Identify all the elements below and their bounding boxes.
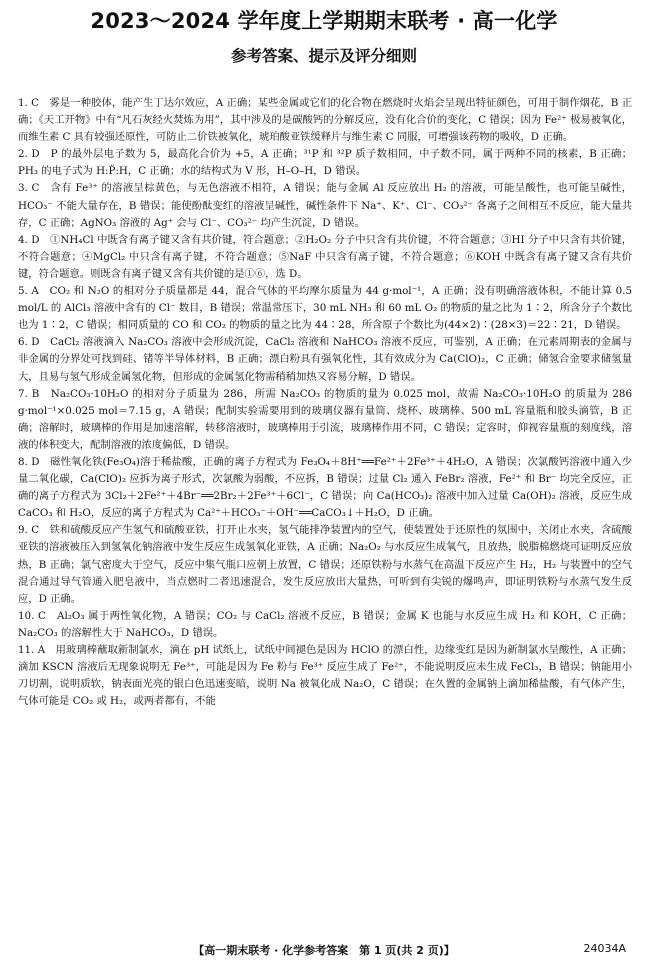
answer-item-1: 1. C 雾是一种胶体，能产生丁达尔效应，A 正确；某些金属或它们的化合物在燃烧时火焰会呈现出特征颜色，可用于制作烟花，B 正确；《天工开物》中有“凡石灰经火焚炼为用”，其中涉及的是碳酸钙的分解反应，没有化合价的变化，C 错误；因为 Fe²⁺ 极易被氧化，而维生素 C 具有较强还原性，可防止二价铁被氧化，琥珀酸亚铁缓释片与维生素 C 同服，可增强该药物的吸收，D 正确。 (18, 97, 632, 144)
answer-item-8: 8. D 磁性氧化铁(Fe₃O₄)溶于稀盐酸，正确的离子方程式为 Fe₃O₄＋8H⁺══Fe²⁺＋2Fe³⁺＋4H₂O，A 错误；次氯酸钙溶液中通入少量二氧化碳，Ca(ClO)₂ 应拆为离子形式，次氯酸为弱酸，不应拆，B 错误；过量 Cl₂ 通入 FeBr₂ 溶液，Fe²⁺ 和 Br⁻ 均完全反应，正确的离子方程式为 3Cl₂＋2Fe²⁺＋4Br⁻══2Br₂＋2Fe³⁺＋6Cl⁻，C 错误；向 Ca(HCO₃)₂ 溶液中加入过量 Ca(OH)₂ 溶液，反应生成 CaCO₃ 和 H₂O，反应的离子方程式为 Ca²⁺＋HCO₃⁻＋OH⁻══CaCO₃↓＋H₂O，D 正确。 (18, 455, 632, 520)
answer-item-10: 10. C Al₂O₃ 属于两性氧化物，A 错误；CO₂ 与 CaCl₂ 溶液不反应，B 错误；金属 K 也能与水反应生成 H₂ 和 KOH，C 正确；Na₂CO₃ 的溶解性大于 NaHCO₃，D 错误。 (18, 609, 632, 639)
answer-item-5: 5. A CO₂ 和 N₂O 的相对分子质量都是 44，混合气体的平均摩尔质量为 44 g·mol⁻¹，A 正确；没有明确溶液体积，不能计算 0.5 mol/L 的 AlCl₃ 溶液中含有的 Cl⁻ 数目，B 错误；常温常压下，30 mL NH₃ 和 60 mL O₂ 的物质的量之比为 1∶2，所含分子个数比也为 1∶2，C 错误；相同质量的 CO 和 CO₂ 的物质的量之比为 44∶28，所含原子个数比为(44×2)∶(28×3)＝22∶21，D 错误。 (18, 285, 632, 332)
answer-list (18, 95, 632, 710)
document-code: 24034A (583, 942, 626, 955)
page-subtitle: 参考答案、提示及评分细则 (230, 47, 417, 65)
answer-item-3: 3. C 含有 Fe³⁺ 的溶液呈棕黄色，与无色溶液不相符，A 错误；能与金属 Al 反应放出 H₂ 的溶液，可能呈酸性，也可能呈碱性，HCO₃⁻ 不能大量存在，B 错误；能使酚酞变红的溶液呈碱性，碱性条件下 Na⁺、K⁺、Cl⁻、CO₃²⁻ 各离子之间相互不反应，能大量共存，C 正确；AgNO₃ 溶液的 Ag⁺ 会与 Cl⁻、CO₃²⁻ 均产生沉淀，D 错误。 (18, 182, 632, 229)
page-title: 2023～2024 学年度上学期期末联考 · 高一化学 (90, 9, 558, 33)
answer-item-9: 9. C 铁和硫酸反应产生氢气和硫酸亚铁，打开止水夹，氢气能排净装置内的空气，使装置处于还原性的氛围中，关闭止水夹，含硫酸亚铁的溶液被压入到氢氧化钠溶液中发生反应生成氢氧化亚铁，A 正确；Na₂O₂ 与水反应生成氧气，且放热，脱脂棉燃烧可证明反应放热，B 正确；氯气密度大于空气，反应中集气瓶口应朝上放置，C 错误；还原铁粉与水蒸气在高温下反应产生 H₂，H₂ 与装置中的空气混合通过导气管通入肥皂液中，当点燃时二者迅速混合，发生反应放出大量热，可听到有尖锐的爆鸣声，即证明铁粉与水蒸气发生反应，D 正确。 (18, 524, 632, 605)
answer-item-6: 6. D CaCl₂ 溶液滴入 Na₂CO₃ 溶液中会形成沉淀，CaCl₂ 溶液和 NaHCO₃ 溶液不反应，可鉴别，A 正确；在元素周期表的金属与非金属的分界处可找到硅、锗等半导体材料，B 正确；漂白粉具有强氧化性，其有效成分为 Ca(ClO)₂，C 正确；储氢合金要求储氢量大，且易与氢气形成金属氢化物，但形成的金属氢化物需稍稍加热又容易分解，D 错误。 (18, 336, 632, 383)
answer-item-7: 7. B Na₂CO₃·10H₂O 的相对分子质量为 286，所需 Na₂CO₃ 的物质的量为 0.025 mol，故需 Na₂CO₃·10H₂O 的质量为 286 g·mol⁻¹×0.025 mol＝7.15 g，A 错误；配制实验需要用到的玻璃仪器有量筒、烧杯、玻璃棒、500 mL 容量瓶和胶头滴管，B 正确；溶解时，玻璃棒的作用是加速溶解，转移溶液时，玻璃棒用于引流，玻璃棒作用不同，C 错误；定容时，仰视容量瓶的刻度线，溶液的体积变大，配制溶液的浓度偏低，D 错误。 (18, 387, 632, 451)
answer-item-2: 2. D P 的最外层电子数为 5，最高化合价为 +5，A 正确；³¹P 和 ³²P 质子数相同，中子数不同，属于两种不同的核素，B 正确；PH₃ 的电子式为 H:P̈:H，C 正确；水的结构式为 V 形，H–O–H，D 错误。 (18, 148, 632, 178)
answer-item-4: 4. D ①NH₄Cl 中既含有离子键又含有共价键，符合题意；②H₂O₂ 分子中只含有共价键，不符合题意；③HI 分子中只含有共价键，不符合题意；④MgCl₂ 中只含有离子键，不符合题意；⑤NaF 中只含有离子键，不符合题意；⑥KOH 中既含有离子键又含有共价键，符合题意。则既含有离子键又含有共价键的是①⑥，选 D。 (18, 233, 632, 280)
answer-item-11: 11. A 用玻璃棒蘸取新制氯水，滴在 pH 试纸上，试纸中间褪色是因为 HClO 的漂白性，边缘变红是因为新制氯水呈酸性，A 正确；滴加 KSCN 溶液后无现象说明无 Fe³⁺，可能是因为 Fe 粉与 Fe³⁺ 反应生成了 Fe²⁺，不能说明反应未生成 FeCl₃，B 错误；钠能用小刀切割，说明质软，钠表面光亮的银白色迅速变暗，说明 Na 被氧化成 Na₂O，C 错误；在久置的金属钠上滴加稀盐酸，有气体产生，气体可能是 CO₂ 或 H₂，或两者都有，不能 (18, 644, 632, 708)
page-footer: 【高一期末联考 · 化学参考答案 第 1 页(共 2 页)】 (193, 944, 455, 957)
